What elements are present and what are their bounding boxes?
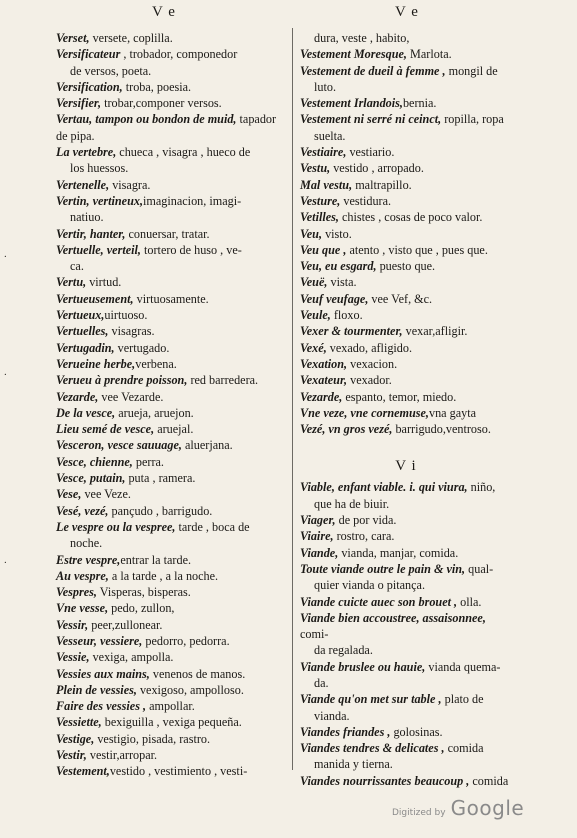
entry-definition: Visperas, bisperas. (96, 585, 191, 600)
dictionary-entry (300, 274, 512, 290)
right-column-ve-entries (300, 30, 512, 437)
entry-headword: Vessir, (56, 617, 89, 632)
dictionary-entry (56, 698, 280, 714)
entry-definition: trobar,componer versos. (101, 96, 222, 111)
entry-headword: Vesé, vezé, (56, 503, 109, 518)
entry-headword: Vezarde, (300, 389, 343, 404)
dictionary-entry (56, 160, 280, 176)
entry-headword: Vetilles, (300, 210, 339, 225)
entry-definition: peer,zullonear. (88, 617, 163, 632)
entry-headword: Vestement Moresque, (300, 47, 407, 62)
margin-mark: . (4, 366, 7, 378)
dictionary-entry (300, 242, 512, 258)
entry-definition: conuersar, tratar. (125, 226, 210, 241)
entry-definition: vestigio, pisada, rastro. (94, 731, 211, 746)
dictionary-entry (300, 111, 512, 127)
dictionary-entry (300, 642, 512, 658)
entry-headword: Verueine herbe, (56, 356, 136, 371)
entry-headword: Vne veze, vne cornemuse, (300, 405, 429, 420)
entry-definition: manida y tierna. (314, 757, 393, 772)
dictionary-entry (56, 486, 280, 502)
entry-definition: visagra. (109, 177, 151, 192)
entry-definition: vexacion. (347, 356, 398, 371)
entry-definition: tapador de pipa. (56, 112, 277, 143)
dictionary-entry (56, 111, 280, 144)
dictionary-entry (56, 144, 280, 160)
dictionary-entry (300, 356, 512, 372)
entry-headword: Vexation, (300, 356, 348, 371)
dictionary-entry (300, 724, 512, 740)
dictionary-entry (300, 756, 512, 772)
entry-definition: natiuo. (70, 210, 104, 225)
entry-definition: virtud. (86, 275, 122, 290)
entry-definition: ampollar. (146, 699, 195, 714)
dictionary-entry (56, 600, 280, 616)
dictionary-entry (300, 610, 512, 643)
dictionary-entry (56, 258, 280, 274)
dictionary-entry (56, 649, 280, 665)
entry-definition: golosinas. (390, 724, 443, 739)
dictionary-entry (300, 46, 512, 62)
entry-definition: que ha de biuir. (314, 496, 390, 511)
dictionary-entry (56, 405, 280, 421)
entry-definition: noche. (70, 536, 103, 551)
dictionary-entry (56, 340, 280, 356)
entry-definition: comi- (300, 627, 329, 642)
entry-definition: pedo, zullon, (108, 601, 175, 616)
entry-definition: vianda, manjar, comida. (338, 545, 459, 560)
entry-definition: vexar,afligir. (402, 324, 468, 339)
entry-headword: Veuf veufage, (300, 291, 369, 306)
entry-definition: comida (469, 773, 509, 788)
watermark-logo-text: Google (450, 796, 525, 820)
entry-headword: Vestement, (56, 764, 110, 779)
entry-headword: Viandes tendres & delicates , (300, 741, 445, 756)
dictionary-entry (56, 454, 280, 470)
entry-definition: floxo. (330, 308, 363, 323)
entry-definition: maltrapillo. (352, 177, 412, 192)
dictionary-entry (300, 226, 512, 242)
entry-definition: vertugado. (114, 340, 170, 355)
entry-headword: Viande bruslee ou hauie, (300, 659, 426, 674)
dictionary-entry (56, 763, 280, 779)
entry-definition: vestido , vestimiento , vesti- (109, 764, 248, 779)
entry-definition: vestido , arropado. (330, 161, 424, 176)
entry-definition: vexigoso, ampolloso. (136, 682, 244, 697)
dictionary-entry (300, 561, 512, 577)
entry-headword: Vestir, (56, 748, 87, 763)
margin-mark: . (4, 554, 7, 566)
dictionary-entry (56, 519, 280, 535)
dictionary-entry (56, 79, 280, 95)
entry-definition: aluerjana. (181, 438, 233, 453)
dictionary-entry (300, 708, 512, 724)
dictionary-entry (300, 63, 512, 79)
entry-definition: versete, coplilla. (89, 31, 173, 45)
entry-definition: vee Vef, &c. (368, 291, 433, 306)
dictionary-entry (300, 30, 512, 46)
entry-headword: Versifier, (56, 96, 102, 111)
entry-headword: Estre vespre, (56, 552, 121, 567)
entry-definition: ca. (70, 259, 84, 274)
entry-definition: de versos, poeta. (70, 63, 152, 78)
column-divider (292, 28, 293, 770)
dictionary-entry (56, 95, 280, 111)
entry-headword: Versification, (56, 79, 123, 94)
entry-definition: troba, poesia. (122, 79, 192, 94)
entry-definition: visto. (322, 226, 352, 241)
dictionary-entry (56, 372, 280, 388)
dictionary-entry (56, 209, 280, 225)
entry-headword: Vesture, (300, 193, 341, 208)
dictionary-entry (56, 226, 280, 242)
dictionary-entry (300, 659, 512, 675)
entry-headword: Vestement ni serré ni ceinct, (300, 112, 442, 127)
dictionary-entry (300, 675, 512, 691)
entry-headword: Vezé, vn gros vezé, (300, 422, 393, 437)
dictionary-entry (300, 405, 512, 421)
entry-headword: Vessie, (56, 650, 90, 665)
dictionary-entry (56, 666, 280, 682)
entry-definition: da regalada. (314, 643, 373, 658)
entry-definition: ropilla, ropa (441, 112, 504, 127)
entry-definition: vee Veze. (81, 487, 131, 502)
dictionary-entry (300, 421, 512, 437)
entry-headword: Vertenelle, (56, 177, 110, 192)
entry-definition: comida (444, 741, 484, 756)
entry-headword: Vespres, (56, 585, 97, 600)
entry-headword: Vestige, (56, 731, 95, 746)
entry-headword: Vesseur, vessiere, (56, 633, 143, 648)
entry-headword: Vertin, vertineux, (56, 193, 144, 208)
entry-definition: pançudo , barrigudo. (108, 503, 213, 518)
entry-definition: tortero de huso , ve- (140, 242, 242, 257)
dictionary-entry (56, 731, 280, 747)
entry-definition: da. (314, 675, 329, 690)
entry-headword: Vexateur, (300, 373, 348, 388)
entry-definition: vianda. (314, 708, 350, 723)
entry-headword: Vne vesse, (56, 601, 109, 616)
dictionary-entry (300, 209, 512, 225)
entry-headword: Verset, (56, 31, 90, 45)
entry-definition: vestidura. (340, 193, 392, 208)
dictionary-entry (300, 594, 512, 610)
dictionary-entry (300, 372, 512, 388)
dictionary-entry (56, 552, 280, 568)
dictionary-entry (56, 437, 280, 453)
dictionary-entry (56, 584, 280, 600)
entry-headword: Le vespre ou la vespree, (56, 519, 176, 534)
entry-headword: Mal vestu, (300, 177, 353, 192)
dictionary-entry (56, 356, 280, 372)
entry-definition: perra. (132, 454, 164, 469)
entry-definition: , trobador, componedor (120, 47, 238, 62)
entry-headword: Viande qu'on met sur table , (300, 692, 442, 707)
entry-definition: virtuosamente. (133, 291, 209, 306)
dictionary-entry (300, 323, 512, 339)
margin-mark: . (4, 248, 7, 260)
entry-headword: Vertueusement, (56, 291, 134, 306)
entry-definition: uirtuoso. (104, 308, 148, 323)
entry-definition: plato de (441, 692, 484, 707)
entry-definition: de por vida. (335, 513, 397, 528)
dictionary-entry (56, 535, 280, 551)
dictionary-entry (56, 633, 280, 649)
entry-headword: Viandes friandes , (300, 724, 391, 739)
dictionary-entry (300, 307, 512, 323)
entry-definition: qual- (465, 561, 494, 576)
entry-headword: Vestu, (300, 161, 331, 176)
entry-definition: visagras. (108, 324, 155, 339)
entry-headword: Vestement Irlandois, (300, 96, 403, 111)
dictionary-entry (300, 128, 512, 144)
entry-definition: luto. (314, 79, 337, 94)
entry-headword: De la vesce, (56, 405, 116, 420)
dictionary-entry (300, 773, 512, 789)
entry-headword: Veu, eu esgard, (300, 259, 377, 274)
entry-headword: Veu que , (300, 242, 347, 257)
entry-definition: chistes , cosas de poco valor. (338, 210, 483, 225)
left-column (56, 30, 280, 780)
entry-definition: bernia. (402, 96, 437, 111)
entry-headword: Viandes nourrissantes beaucoup , (300, 773, 470, 788)
entry-definition: imaginacion, imagi- (143, 193, 242, 208)
entry-definition: red barredera. (187, 373, 259, 388)
entry-definition: tarde , boca de (175, 519, 250, 534)
entry-headword: La vertebre, (56, 145, 117, 160)
entry-definition: verbena. (135, 356, 177, 371)
watermark-small-text: Digitized by (392, 808, 446, 818)
entry-headword: Au vespre, (56, 568, 109, 583)
dictionary-entry (300, 291, 512, 307)
entry-definition: vee Vezarde. (98, 389, 164, 404)
entry-definition: puta , ramera. (125, 471, 196, 486)
entry-headword: Veule, (300, 308, 331, 323)
entry-headword: Plein de vessies, (56, 682, 137, 697)
entry-headword: Vese, (56, 487, 82, 502)
entry-headword: Vertau, tampon ou bondon de muid, (56, 112, 237, 127)
dictionary-entry (300, 95, 512, 111)
dictionary-entry (56, 421, 280, 437)
dictionary-entry (300, 144, 512, 160)
entry-definition: vexador. (347, 373, 392, 388)
entry-headword: Veuë, (300, 275, 328, 290)
entry-headword: Veu, (300, 226, 323, 241)
dictionary-entry (56, 177, 280, 193)
dictionary-entry (300, 160, 512, 176)
entry-headword: Vertueux, (56, 308, 105, 323)
section-heading: V i (395, 458, 417, 475)
entry-headword: Vexé, (300, 340, 327, 355)
entry-definition: quier vianda o pitança. (314, 578, 425, 593)
entry-headword: Versificateur (56, 47, 121, 62)
dictionary-entry (56, 242, 280, 258)
entry-headword: Vessies aux mains, (56, 666, 150, 681)
dictionary-entry (300, 340, 512, 356)
dictionary-entry (56, 617, 280, 633)
dictionary-entry (56, 714, 280, 730)
dictionary-entry (300, 691, 512, 707)
entry-headword: Vestiaire, (300, 145, 347, 160)
entry-definition: venenos de manos. (149, 666, 246, 681)
entry-definition: bexiguilla , vexiga pequeña. (101, 715, 242, 730)
entry-definition: puesto que. (376, 259, 436, 274)
entry-definition: dura, veste , habito, (314, 31, 410, 45)
dictionary-entry (300, 193, 512, 209)
entry-headword: Vesce, putain, (56, 471, 126, 486)
entry-headword: Vestement de dueil à femme , (300, 63, 446, 78)
entry-headword: Verueu à prendre poisson, (56, 373, 188, 388)
entry-definition: vista. (327, 275, 357, 290)
dictionary-entry (56, 193, 280, 209)
entry-headword: Vexer & tourmenter, (300, 324, 403, 339)
entry-definition: Marlota. (406, 47, 452, 62)
entry-definition: vianda quema- (425, 659, 501, 674)
entry-headword: Faire des vessies , (56, 699, 147, 714)
section-gap (300, 437, 512, 451)
entry-definition: niño, (467, 480, 496, 495)
entry-definition: espanto, temor, miedo. (342, 389, 457, 404)
entry-definition: los huessos. (70, 161, 129, 176)
dictionary-entry (300, 389, 512, 405)
digitized-by-google-watermark (392, 796, 524, 820)
left-column-header: V e (152, 4, 176, 20)
entry-definition: mongil de (445, 63, 498, 78)
entry-definition: vexiga, ampolla. (89, 650, 174, 665)
dictionary-entry (300, 512, 512, 528)
right-column-header: V e (395, 4, 419, 20)
dictionary-entry (300, 577, 512, 593)
dictionary-entry (56, 291, 280, 307)
dictionary-entry (300, 740, 512, 756)
dictionary-entry (56, 30, 280, 46)
entry-definition: entrar la tarde. (120, 552, 192, 567)
entry-headword: Toute viande outre le pain & vin, (300, 561, 466, 576)
entry-headword: Vertuelle, verteil, (56, 242, 141, 257)
entry-headword: Vertu, (56, 275, 87, 290)
dictionary-entry (56, 503, 280, 519)
entry-headword: Vesceron, vesce sauuage, (56, 438, 182, 453)
entry-headword: Vessiette, (56, 715, 102, 730)
entry-definition: vestir,arropar. (86, 748, 158, 763)
entry-definition: atento , visto que , pues que. (346, 242, 488, 257)
entry-headword: Vertuelles, (56, 324, 109, 339)
dictionary-entry (56, 389, 280, 405)
entry-headword: Viaire, (300, 529, 334, 544)
entry-definition: vexado, afligido. (326, 340, 413, 355)
entry-headword: Viager, (300, 513, 336, 528)
dictionary-entry (56, 307, 280, 323)
right-column-vi-entries (300, 479, 512, 789)
dictionary-entry (56, 682, 280, 698)
entry-definition: vestiario. (346, 145, 395, 160)
dictionary-entry (300, 545, 512, 561)
entry-definition: vna gayta (428, 405, 477, 420)
entry-headword: Vezarde, (56, 389, 99, 404)
dictionary-entry (300, 496, 512, 512)
dictionary-entry (56, 63, 280, 79)
entry-headword: Viande cuicte auec son brouet , (300, 594, 458, 609)
entry-definition: chueca , visagra , hueco de (116, 145, 251, 160)
dictionary-entry (56, 46, 280, 62)
entry-headword: Vertir, hanter, (56, 226, 126, 241)
entry-definition: rostro, cara. (333, 529, 395, 544)
dictionary-entry (56, 323, 280, 339)
dictionary-entry (56, 568, 280, 584)
dictionary-entry (300, 177, 512, 193)
entry-definition: aruejal. (154, 422, 194, 437)
dictionary-entry (300, 479, 512, 495)
entry-definition: olla. (457, 594, 482, 609)
dictionary-entry (56, 470, 280, 486)
entry-headword: Viande, (300, 545, 339, 560)
dictionary-entry (56, 747, 280, 763)
dictionary-entry (56, 274, 280, 290)
entry-definition: arueja, aruejon. (115, 405, 194, 420)
entry-definition: pedorro, pedorra. (142, 633, 230, 648)
dictionary-entry (300, 528, 512, 544)
entry-headword: Viable, enfant viable. i. qui viura, (300, 480, 468, 495)
entry-headword: Vertugadin, (56, 340, 115, 355)
entry-headword: Viande bien accoustree, assaisonnee, (300, 610, 486, 625)
entry-definition: barrigudo,ventroso. (392, 422, 491, 437)
entry-definition: suelta. (314, 128, 346, 143)
entry-headword: Lieu semé de vesce, (56, 422, 155, 437)
entry-headword: Vesce, chienne, (56, 454, 133, 469)
right-column (300, 30, 512, 789)
entry-definition: a la tarde , a la noche. (108, 568, 219, 583)
dictionary-entry (300, 79, 512, 95)
dictionary-entry (300, 258, 512, 274)
